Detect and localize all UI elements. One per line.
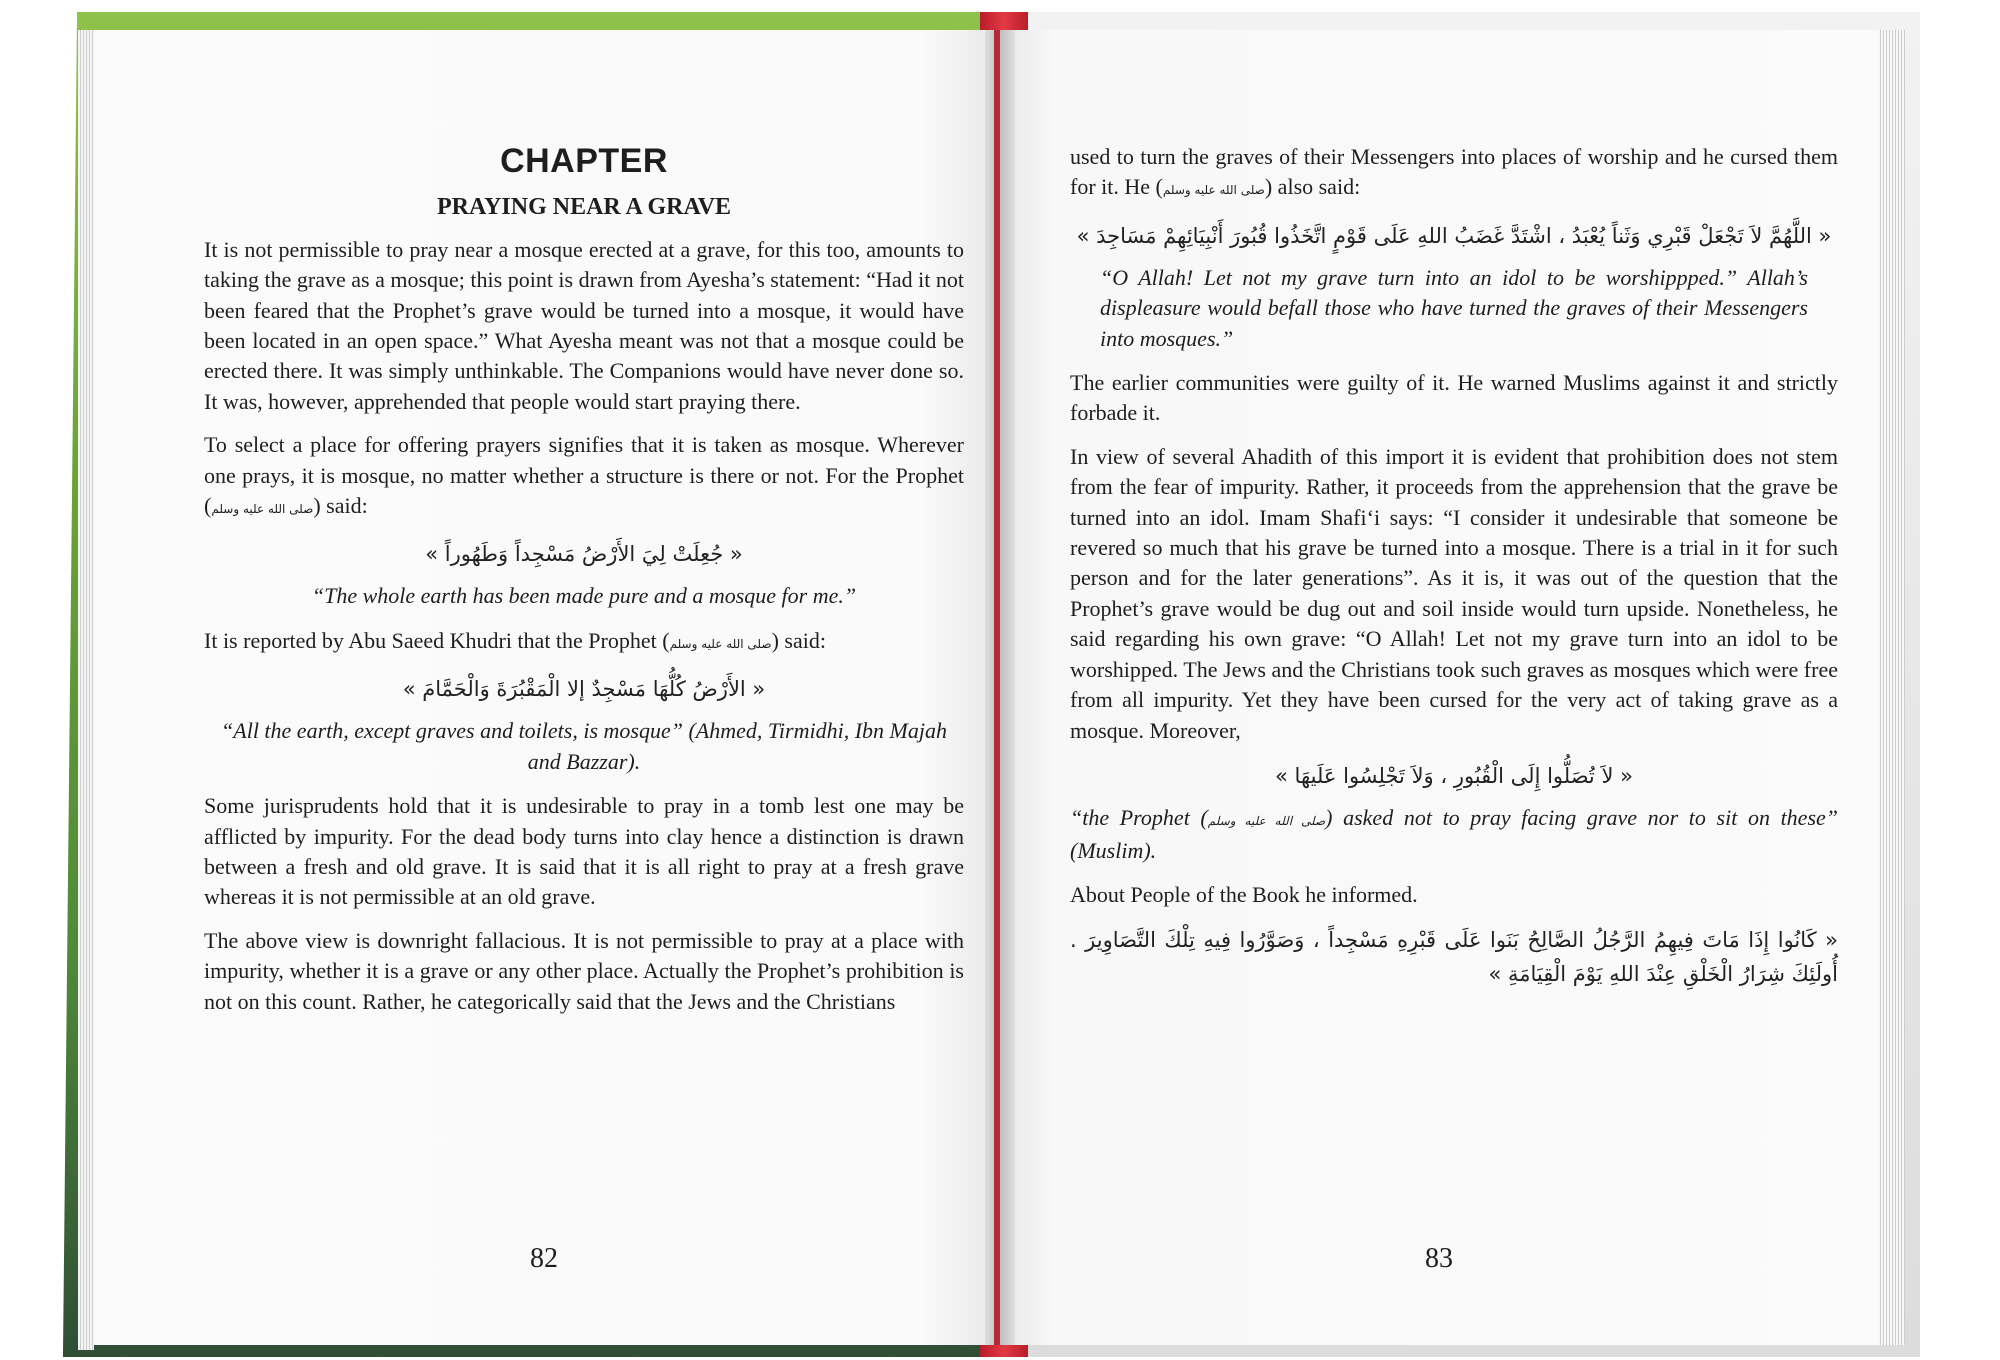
page-edges-left (78, 30, 94, 1350)
text-span: ) said: (313, 493, 368, 519)
salutation-glyph: صلى الله عليه وسلم (211, 502, 314, 517)
paragraph (204, 626, 964, 659)
paragraph: In view of several Ahadith of this import it is evident that prohibition does not stem from the fear of impurity. Rather, it proceeds from the apprehension that the grave be turned into an idol. Imam Shafi‘i says: “I consider it undesirable that someone be revered so much that his grave be turned into a mosque. There is a trial in it for such person and for the later generations”. As it is, it was out of the question that the Prophet’s grave would be dug out and soil inside would turn upside. Nonetheless, he said regarding his own grave: “O Allah! Let not my grave turn into an idol to be worshipped. The Jews and the Christians took such graves as mosques which were free from all impurity. Yet they have been cursed for the very act of taking grave as a mosque. Moreover, (1070, 443, 1838, 743)
arabic-hadith: « جُعِلَتْ لِيَ الأَرْضُ مَسْجِداً وَطَهُوراً » (425, 542, 743, 567)
page-number: 83 (1425, 1243, 1453, 1274)
hadith-translation (1070, 803, 1838, 867)
gutter-shadow (985, 30, 1015, 1345)
salutation-glyph: صلى الله عليه وسلم (1162, 183, 1265, 198)
salutation-glyph: صلى الله عليه وسلم (669, 636, 772, 651)
paragraph (204, 430, 964, 524)
text-span: “the Prophet ( (1070, 804, 1208, 830)
arabic-hadith: « الأَرْضُ كُلُّهَا مَسْجِدٌ إلا الْمَقْبُرَةَ وَالْحَمَّامَ » (402, 677, 766, 702)
hadith-translation: “O Allah! Let not my grave turn into an idol to be worshippped.” Allah’s displeasure would befall those who have turned the graves of their Messengers into mosques.” (1100, 264, 1808, 351)
paragraph: About People of the Book he informed. (1070, 881, 1418, 907)
arabic-hadith: « كَانُوا إِذَا مَاتَ فِيهِمُ الرَّجُلُ الصَّالِحُ بَنَوا عَلَى قَبْرِهِ مَسْجِداً ، وَصَوَّرُوا فِيهِ تِلْكَ التَّصَاوِيرَ . أُولَئِكَ شِرَارُ الْخَلْقِ عِنْدَ اللهِ يَوْمَ الْقِيَامَةِ » (1070, 928, 1838, 987)
salutation-glyph: صلى الله عليه وسلم (1207, 813, 1326, 828)
text-span: ) also said: (1264, 174, 1361, 200)
left-page (94, 30, 994, 1345)
text-span: It is reported by Abu Saeed Khudri that the Prophet ( (204, 627, 670, 653)
text-span: To select a place for offering prayers signifies that it is taken as mosque. Wherever one prays, it is mosque, no matter whether a structure is there or not. For the Prophet ( (204, 432, 964, 519)
arabic-hadith: « اللَّهُمَّ لاَ تَجْعَلْ قَبْرِي وَثَناً يُعْبَدُ ، اشْتَدَّ غَضَبُ اللهِ عَلَى قَوْمٍ اتَّخَذُوا قُبُورَ أَنْبِيَائِهِمْ مَسَاجِدَ » (1076, 223, 1832, 248)
right-page (1000, 30, 1878, 1345)
text-span: used to turn the graves of their Messengers into places of worship and he cursed them for it. He ( (1070, 144, 1838, 200)
text-span: ) asked not to pray facing grave nor to sit on these” (Muslim). (1070, 804, 1839, 864)
paragraph: The above view is downright fallacious. It is not permissible to pray at a place with impurity, whether it is a grave or any other place. Actually the Prophet’s prohibition is not on this count. Rather, he categorically said that the Jews and the Christians (204, 927, 964, 1014)
arabic-hadith: « لاَ تُصَلُّوا إِلَى الْقُبُورِ ، وَلاَ تَجْلِسُوا عَلَيهَا » (1275, 763, 1633, 788)
text-span: ) said: (771, 627, 826, 653)
right-page-content (1070, 142, 1838, 1001)
paragraph: Some jurisprudents hold that it is undesirable to pray in a tomb lest one may be afflicted by impurity. For the dead body turns into clay hence a distinction is drawn between a fresh and old grave. It is said that it is all right to pray at a fresh grave whereas it is not permissible at an old grave. (204, 793, 964, 910)
left-page-content (204, 30, 964, 1030)
hadith-translation: “All the earth, except graves and toilets, is mosque” (Ahmed, Tirmidhi, Ibn Majah and Bazzar). (221, 718, 947, 774)
page-number: 82 (530, 1243, 558, 1274)
chapter-heading: CHAPTER (500, 142, 668, 180)
paragraph: The earlier communities were guilty of it. He warned Muslims against it and strictly forbade it. (1070, 370, 1838, 426)
page-edges-right (1875, 30, 1905, 1345)
paragraph (1070, 142, 1838, 206)
paragraph: It is not permissible to pray near a mosque erected at a grave, for this too, amounts to taking the grave as a mosque; this point is drawn from Ayesha’s statement: “Had it not been feared that the Prophet’s grave would be turned into a mosque, it would have been located in an open space.” What Ayesha meant was not that a mosque could be erected there. It was simply unthinkable. The Companions would have never done so. It was, however, apprehended that people would start praying there. (204, 236, 964, 414)
chapter-subtitle: PRAYING NEAR A GRAVE (436, 194, 732, 221)
hadith-translation: “The whole earth has been made pure and a mosque for me.” (311, 583, 857, 609)
